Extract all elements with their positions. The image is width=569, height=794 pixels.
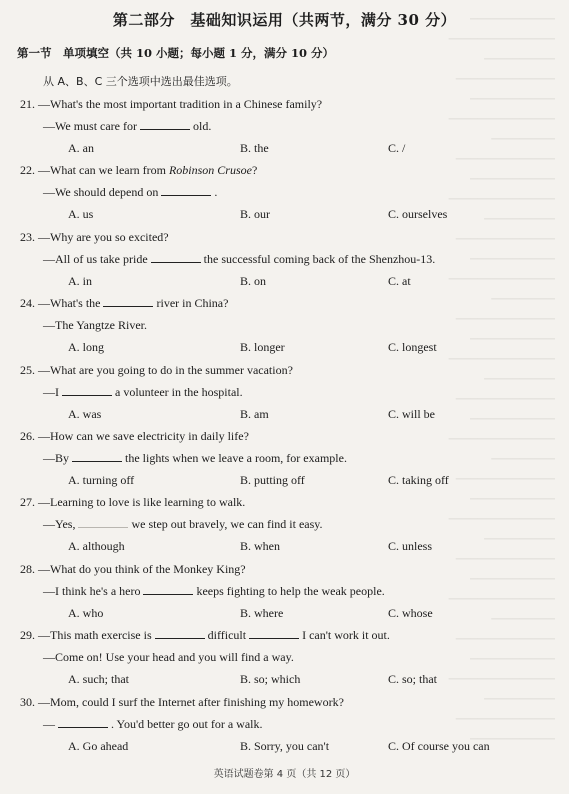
answer-text: the lights when we leave a room, for example. bbox=[125, 450, 347, 465]
option-c[interactable]: C. taking off bbox=[388, 472, 449, 487]
question-line bbox=[20, 425, 555, 447]
question-text: river in China? bbox=[156, 296, 229, 311]
question-29 bbox=[20, 624, 555, 690]
option-b[interactable]: B. on bbox=[240, 273, 267, 288]
question-number: 30. bbox=[20, 694, 35, 709]
options-row bbox=[20, 403, 555, 425]
question-26 bbox=[20, 425, 555, 491]
question-text: —Mom, could I surf the Internet after finishing my homework? bbox=[38, 694, 344, 709]
question-blank[interactable] bbox=[103, 294, 153, 307]
option-c[interactable]: C. Of course you can bbox=[388, 738, 490, 753]
answer-line bbox=[20, 181, 555, 203]
question-22 bbox=[20, 159, 555, 225]
question-line bbox=[20, 558, 555, 580]
question-number: 29. bbox=[20, 628, 35, 643]
answer-line bbox=[20, 646, 555, 668]
option-c[interactable]: C. so; that bbox=[388, 672, 438, 687]
option-c[interactable]: C. whose bbox=[388, 605, 433, 620]
answer-line bbox=[20, 513, 555, 535]
option-b[interactable]: B. so; which bbox=[240, 672, 301, 687]
answer-line bbox=[20, 580, 555, 602]
answer-line bbox=[20, 314, 555, 336]
question-text: —This math exercise is bbox=[38, 628, 152, 643]
question-blank[interactable] bbox=[249, 626, 299, 639]
question-text: —What are you going to do in the summer vacation? bbox=[38, 362, 293, 377]
answer-blank[interactable] bbox=[151, 250, 201, 263]
option-a[interactable]: A. us bbox=[68, 207, 94, 222]
answer-text: —The Yangtze River. bbox=[43, 318, 147, 333]
question-number: 28. bbox=[20, 561, 35, 576]
option-a[interactable]: A. Go ahead bbox=[68, 738, 129, 753]
option-c[interactable]: C. at bbox=[388, 273, 411, 288]
options-row bbox=[20, 137, 555, 159]
option-a[interactable]: A. was bbox=[68, 406, 102, 421]
question-text: ? bbox=[251, 163, 258, 178]
answer-text: —I bbox=[43, 384, 59, 399]
option-a[interactable]: A. turning off bbox=[68, 472, 135, 487]
option-b[interactable]: B. our bbox=[240, 207, 270, 222]
question-30 bbox=[20, 691, 555, 757]
answer-text: we step out bravely, we can find it easy. bbox=[131, 517, 323, 532]
options-row bbox=[20, 336, 555, 358]
answer-blank[interactable] bbox=[140, 117, 190, 130]
question-text: —What's the bbox=[38, 296, 101, 311]
question-text: —What's the most important tradition in a Chinese family? bbox=[38, 97, 323, 111]
answer-blank[interactable] bbox=[62, 383, 112, 396]
question-text: —Learning to love is like learning to walk. bbox=[38, 495, 246, 510]
options-row bbox=[20, 469, 555, 491]
answer-blank[interactable] bbox=[143, 582, 193, 595]
question-text: difficult bbox=[207, 628, 247, 643]
question-list bbox=[20, 93, 555, 757]
question-text: I can't work it out. bbox=[302, 628, 390, 643]
option-c[interactable]: C. longest bbox=[388, 340, 437, 355]
option-a[interactable]: A. long bbox=[68, 340, 104, 355]
question-text: —What can we learn from bbox=[38, 163, 169, 178]
question-number: 24. bbox=[20, 296, 35, 311]
options-row bbox=[20, 203, 555, 225]
part-title: 第二部分 基础知识运用（共两节，满分 30 分） bbox=[112, 11, 457, 29]
answer-text: —I think he's a hero bbox=[43, 583, 141, 598]
question-text: —How can we save electricity in daily life? bbox=[38, 428, 249, 443]
question-line bbox=[20, 691, 555, 713]
answer-line bbox=[20, 447, 555, 469]
option-a[interactable]: A. an bbox=[68, 141, 94, 155]
question-line bbox=[20, 159, 555, 181]
question-text: —What do you think of the Monkey King? bbox=[38, 561, 246, 576]
answer-blank[interactable] bbox=[58, 715, 108, 728]
option-b[interactable]: B. where bbox=[240, 605, 284, 620]
question-21 bbox=[20, 93, 555, 159]
answer-text: —By bbox=[43, 450, 70, 465]
question-number: 25. bbox=[20, 362, 35, 377]
answer-blank[interactable] bbox=[161, 183, 211, 196]
answer-line bbox=[20, 248, 555, 270]
answer-text: —All of us take pride bbox=[43, 251, 148, 266]
question-number: 22. bbox=[20, 163, 35, 178]
question-number: 27. bbox=[20, 495, 35, 510]
answer-text: —Come on! Use your head and you will find a way. bbox=[43, 650, 294, 665]
page-footer: 英语试题卷第 4 页（共 12 页） bbox=[213, 769, 356, 780]
answer-text: . You'd better go out for a walk. bbox=[111, 716, 263, 731]
answer-text: a volunteer in the hospital. bbox=[115, 384, 243, 399]
option-c[interactable]: C. / bbox=[388, 141, 406, 155]
option-a[interactable]: A. in bbox=[68, 273, 92, 288]
question-25 bbox=[20, 359, 555, 425]
answer-text: the successful coming back of the Shenzhou-13. bbox=[203, 251, 436, 266]
question-27 bbox=[20, 491, 555, 557]
answer-line bbox=[20, 713, 555, 735]
options-row bbox=[20, 735, 555, 757]
option-c[interactable]: C. will be bbox=[388, 406, 435, 421]
option-b[interactable]: B. Sorry, you can't bbox=[240, 738, 330, 753]
question-number: 21. bbox=[20, 97, 35, 111]
answer-text: . bbox=[214, 185, 218, 200]
answer-text: —We should depend on bbox=[43, 185, 159, 200]
option-a[interactable]: A. who bbox=[68, 605, 104, 620]
option-c[interactable]: C. unless bbox=[388, 539, 433, 554]
option-b[interactable]: B. the bbox=[240, 141, 269, 155]
options-row bbox=[20, 602, 555, 624]
answer-text: —Yes, bbox=[43, 517, 76, 532]
options-row bbox=[20, 270, 555, 292]
option-b[interactable]: B. am bbox=[240, 406, 269, 421]
question-28 bbox=[20, 558, 555, 624]
answer-blank[interactable] bbox=[78, 515, 128, 528]
option-c[interactable]: C. ourselves bbox=[388, 207, 448, 222]
section-title: 第一节 单项填空（共 10 小题；每小题 1 分，满分 10 分） bbox=[17, 46, 335, 60]
question-text: —Why are you so excited? bbox=[38, 229, 169, 244]
option-a[interactable]: A. such; that bbox=[68, 672, 129, 687]
question-line bbox=[20, 93, 555, 115]
option-b[interactable]: B. longer bbox=[240, 340, 285, 355]
answer-blank[interactable] bbox=[72, 449, 122, 462]
question-blank[interactable] bbox=[155, 626, 205, 639]
answer-text: old. bbox=[193, 119, 212, 133]
question-line bbox=[20, 226, 555, 248]
option-b[interactable]: B. putting off bbox=[240, 472, 305, 487]
option-b[interactable]: B. when bbox=[240, 539, 280, 554]
answer-line bbox=[20, 381, 555, 403]
question-24 bbox=[20, 292, 555, 358]
bleed-through-texture: ──────────── ─────────────── ────────── ────────────── ──────────── ─────────────── ───────── ────────────── ──────────── ─────────────── ────────── ────────────── ──────────── ─────────────── ───────── ────────────── ──────────── ─────────────── ────────── ────────────── ──────────── ─────────────── ───────── ────────────── ──────────── ─────────────── ────────── ────────────── ──────────── ─────────────── ───────── ────────────── ──────────── ─────────────── ────────── ────────────── ──────────── bbox=[448, 14, 555, 745]
options-row bbox=[20, 668, 555, 690]
option-a[interactable]: A. although bbox=[68, 539, 125, 554]
question-number: 26. bbox=[20, 428, 35, 443]
question-line bbox=[20, 292, 555, 314]
answer-text: —We must care for bbox=[43, 119, 137, 133]
answer-text: keeps fighting to help the weak people. bbox=[196, 583, 385, 598]
book-title: Robinson Crusoe bbox=[168, 163, 252, 178]
answer-text: — bbox=[43, 716, 55, 731]
instruction: 从 A、B、C 三个选项中选出最佳选项。 bbox=[43, 75, 238, 88]
question-23 bbox=[20, 226, 555, 292]
question-line bbox=[20, 491, 555, 513]
options-row bbox=[20, 535, 555, 557]
question-number: 23. bbox=[20, 229, 35, 244]
question-line bbox=[20, 624, 555, 646]
answer-line bbox=[20, 115, 555, 137]
question-line bbox=[20, 359, 555, 381]
